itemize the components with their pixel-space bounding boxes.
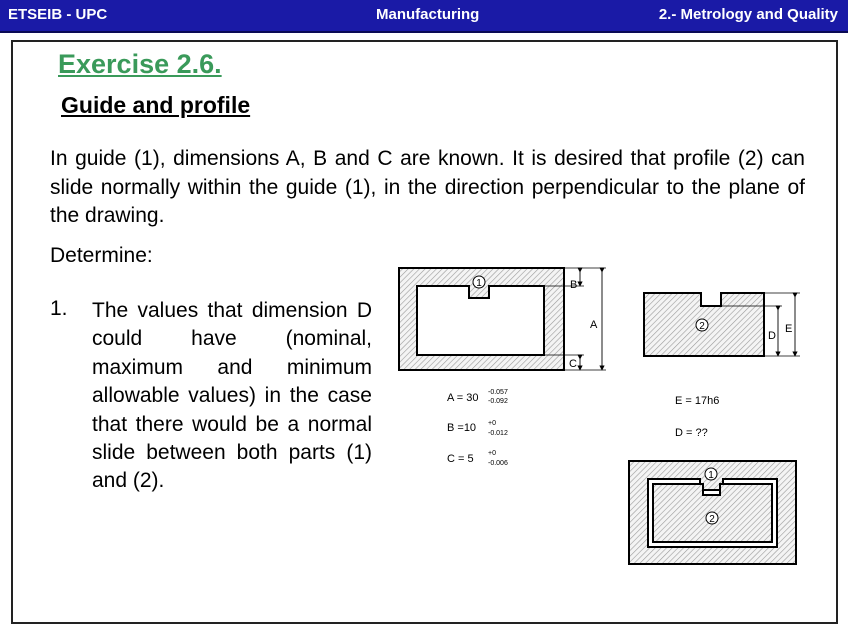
- dim-c-upper: +0: [488, 450, 496, 457]
- dim-a-upper: -0.057: [488, 389, 508, 396]
- header-bar: [0, 0, 848, 33]
- exercise-title: Exercise 2.6.: [58, 49, 222, 79]
- header-institution: ETSEIB - UPC: [8, 6, 108, 23]
- dim-c-value: C = 5: [447, 453, 474, 465]
- dim-b-lower: -0.012: [488, 430, 508, 437]
- intro-paragraph: In guide (1), dimensions A, B and C are known. It is desired that profile (2) can slide normally within the guide (1), in the direction perpendicular to the plane of the drawing.: [50, 147, 805, 227]
- dim-e-value: E = 17h6: [675, 395, 720, 407]
- dim-a-value: A = 30: [447, 392, 479, 404]
- dim-b-upper: +0: [488, 420, 496, 427]
- dim-d-value: D = ??: [675, 427, 708, 439]
- dim-c-label: C: [569, 358, 577, 370]
- part-1-label: 1: [476, 278, 482, 289]
- technical-drawing: [384, 253, 809, 576]
- header-topic: 2.- Metrology and Quality: [658, 6, 838, 23]
- dim-a-label: A: [590, 319, 598, 331]
- drawing-svg: [384, 253, 809, 576]
- dim-c-lower: -0.006: [488, 460, 508, 467]
- dim-d-label: D: [768, 330, 776, 342]
- header-course: Manufacturing: [376, 6, 480, 23]
- exercise-subtitle: Guide and profile: [61, 92, 251, 118]
- assembly-part-1-label: 1: [708, 470, 714, 481]
- list-item-number: 1.: [50, 297, 68, 320]
- dim-a-lower: -0.092: [488, 398, 508, 405]
- dim-b-label: B: [570, 279, 578, 291]
- dim-b-value: B =10: [447, 422, 477, 434]
- determine-label: Determine:: [50, 244, 153, 267]
- part-2-label: 2: [699, 321, 705, 332]
- assembly-part-2-label: 2: [709, 514, 715, 525]
- list-item-text: The values that dimension D could have (nominal, maximum and minimum allowable values) in the case that there would be a normal slide between both parts (1) and (2).: [92, 299, 372, 493]
- dim-e-label: E: [785, 323, 793, 335]
